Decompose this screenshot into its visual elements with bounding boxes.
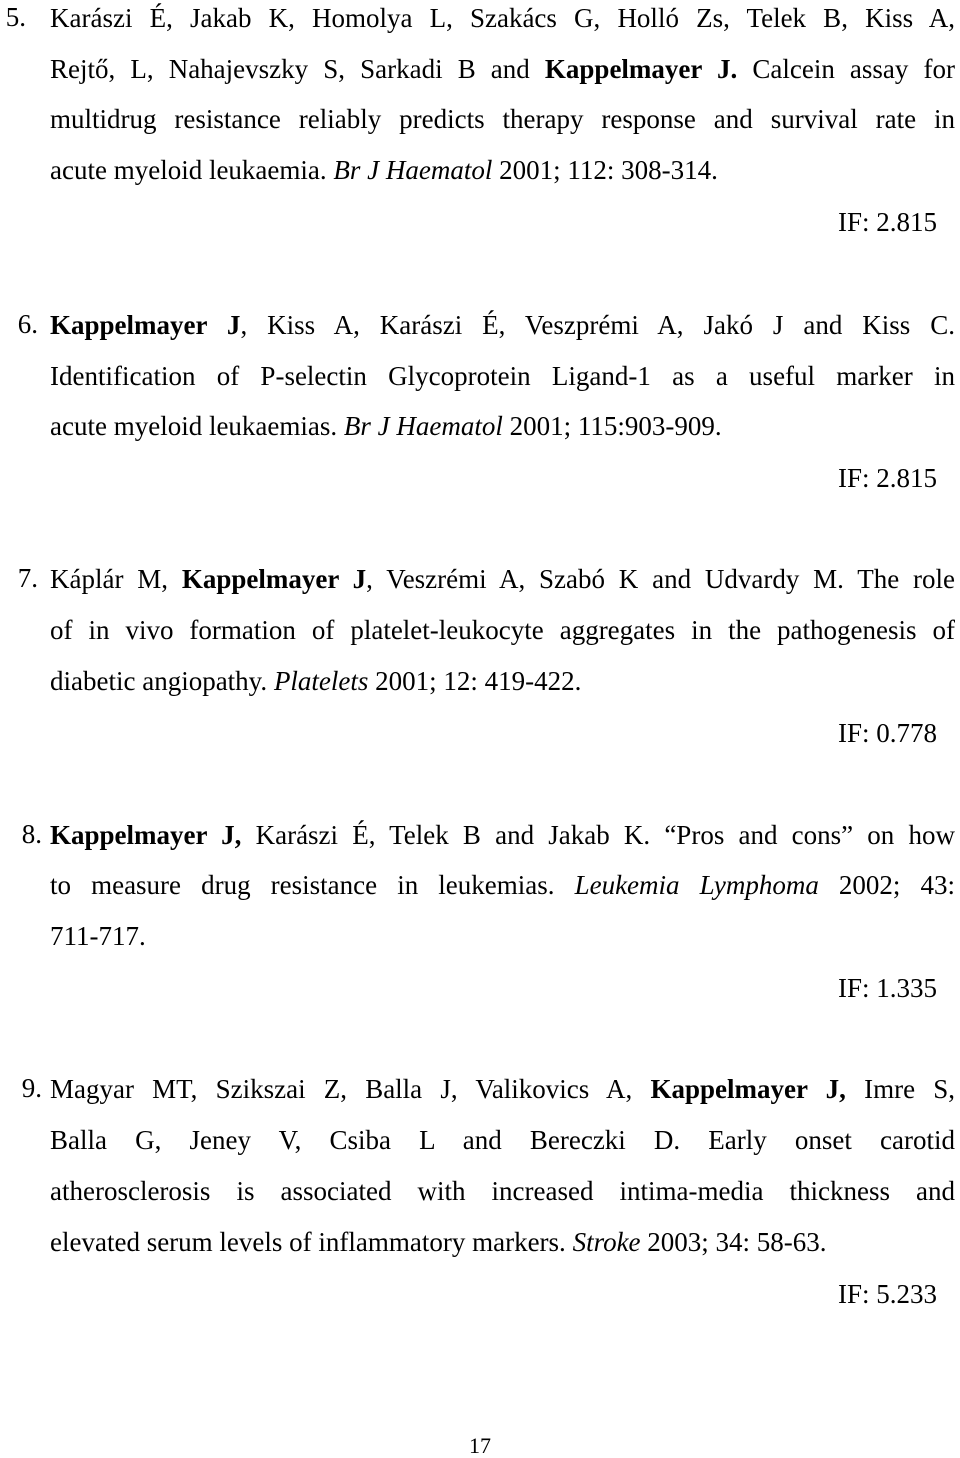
reference-number: 6. (17, 309, 38, 339)
reference-text: 2001; 115:903-909. (502, 411, 722, 441)
impact-factor: IF: 1.335 (837, 973, 937, 1003)
reference-text: , Kiss A, Karászi É, Veszprémi A, Jakó J and Kiss C. (240, 310, 955, 340)
reference-text-line (50, 2, 955, 34)
reference-text-line (50, 360, 955, 392)
reference-text: , Veszrémi A, Szabó K and Udvardy M. The role (366, 564, 955, 594)
reference-text-line (50, 154, 955, 186)
author-highlight: Kappelmayer J, (50, 820, 242, 850)
journal-name: Platelets (273, 666, 369, 696)
reference-number: 8. (21, 819, 42, 849)
reference-text: Rejtő, L, Nahajevszky S, Sarkadi B and (50, 54, 545, 84)
reference-text: acute myeloid leukaemias. (50, 411, 344, 441)
reference-text-line (50, 563, 955, 595)
reference-text: elevated serum levels of inflammatory markers. (50, 1227, 573, 1257)
reference-text-line (50, 309, 955, 341)
reference-number: 5. (5, 2, 26, 32)
reference-text-line (50, 1073, 955, 1105)
impact-factor: IF: 5.233 (837, 1279, 937, 1309)
reference-text-line (50, 1124, 955, 1156)
impact-factor: IF: 0.778 (837, 718, 937, 748)
reference-text: diabetic angiopathy. (50, 666, 274, 696)
reference-text: Imre S, (845, 1074, 956, 1104)
page-number: 17 (469, 1433, 491, 1458)
author-highlight: Kappelmayer J (50, 310, 241, 340)
reference-text-line (50, 103, 955, 135)
impact-factor: IF: 2.815 (837, 463, 937, 493)
reference-number: 7. (17, 563, 38, 593)
reference-text: 2002; 43: (818, 870, 955, 900)
author-highlight: Kappelmayer J (181, 564, 367, 594)
reference-text: Karászi É, Telek B and Jakab K. “Pros and cons” on how (241, 820, 955, 850)
reference-text: Karászi É, Jakab K, Homolya L, Szakács G, Holló Zs, Telek B, Kiss A, (50, 3, 955, 33)
reference-text: Magyar MT, Szikszai Z, Balla J, Valikovics A, (50, 1074, 651, 1104)
impact-factor: IF: 2.815 (837, 207, 937, 237)
reference-text: 2001; 12: 419-422. (368, 666, 582, 696)
reference-text: Balla G, Jeney V, Csiba L and Bereczki D. Early onset carotid (50, 1125, 955, 1155)
reference-text-line (50, 410, 955, 442)
reference-text: acute myeloid leukaemia. (50, 155, 334, 185)
reference-text: of in vivo formation of platelet-leukocyte aggregates in the pathogenesis of (50, 615, 955, 645)
journal-name: Stroke (572, 1227, 641, 1257)
journal-name: Br J Haematol (333, 155, 493, 185)
reference-text: Calcein assay for (737, 54, 956, 84)
reference-text: Identification of P-selectin Glycoprotein Ligand-1 as a useful marker in (50, 361, 955, 391)
journal-name: Br J Haematol (343, 411, 503, 441)
author-highlight: Kappelmayer J. (544, 54, 738, 84)
author-highlight: Kappelmayer J, (650, 1074, 846, 1104)
reference-text-line (50, 665, 955, 697)
reference-text: 711-717. (50, 921, 146, 951)
reference-text-line (50, 920, 955, 952)
reference-text-line (50, 614, 955, 646)
reference-text: atherosclerosis is associated with increased intima-media thickness and (50, 1176, 955, 1206)
reference-text-line (50, 1175, 955, 1207)
reference-text: 2003; 34: 58-63. (640, 1227, 827, 1257)
reference-text-line (50, 53, 955, 85)
reference-text-line (50, 869, 955, 901)
reference-number: 9. (21, 1073, 42, 1103)
journal-name: Leukemia Lymphoma (574, 870, 819, 900)
reference-text: Káplár M, (50, 564, 182, 594)
reference-text-line (50, 1226, 955, 1258)
reference-text: to measure drug resistance in leukemias. (50, 870, 575, 900)
reference-text: 2001; 112: 308-314. (492, 155, 718, 185)
reference-text-line (50, 819, 955, 851)
reference-text: multidrug resistance reliably predicts therapy response and survival rate in (50, 104, 955, 134)
